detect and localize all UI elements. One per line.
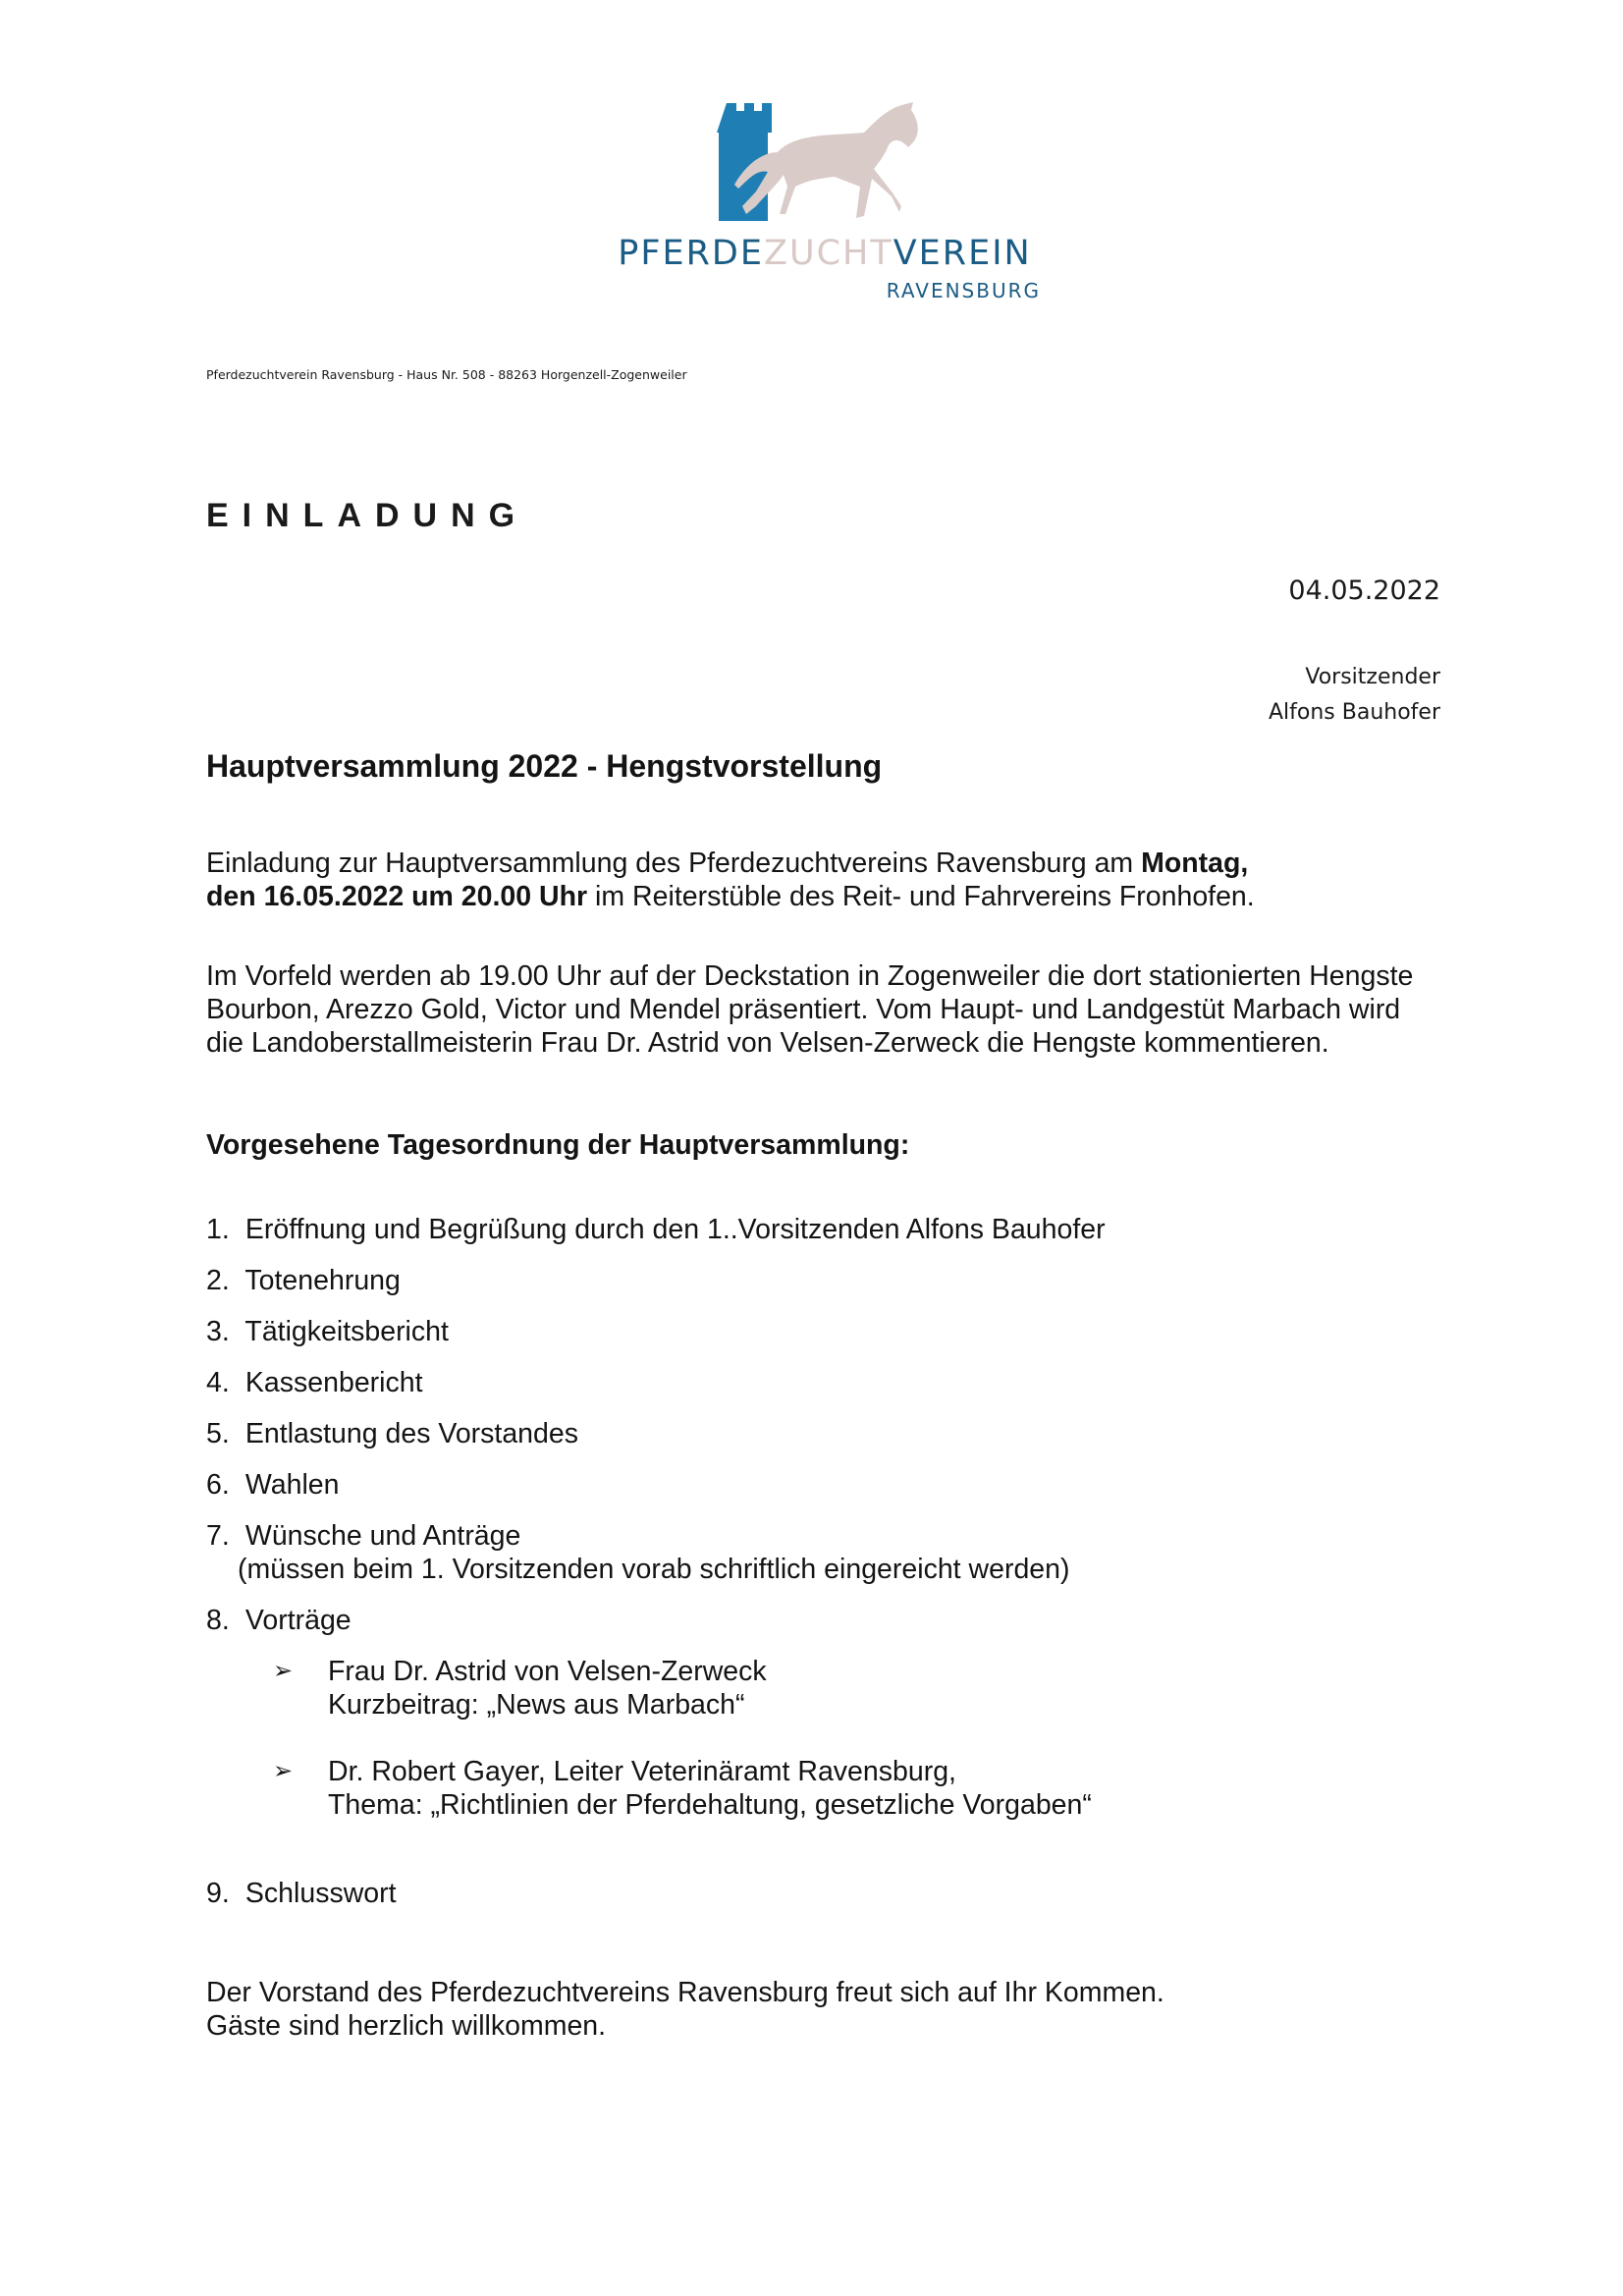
document-title: EINLADUNG [206, 497, 529, 534]
signatory-block [1269, 660, 1440, 731]
agenda-item: 4. Kassenbericht [206, 1367, 423, 1398]
signatory-role: Vorsitzender [1305, 665, 1440, 689]
talk-speaker: Dr. Robert Gayer, Leiter Veterinäramt Ravensburg, [328, 1756, 956, 1787]
closing-line: Gäste sind herzlich willkommen. [206, 2010, 607, 2042]
talks-list [206, 1655, 1483, 1822]
logo-wordmark: PFERDEZUCHTVEREIN [618, 234, 1032, 273]
club-logo [609, 98, 1041, 314]
agenda-item: 1. Eröffnung und Begrüßung durch den 1..Vorsitzenden Alfons Bauhofer [206, 1214, 1106, 1245]
arrow-bullet-icon: ➢ [273, 1658, 294, 1684]
preview-paragraph: Im Vorfeld werden ab 19.00 Uhr auf der Deckstation in Zogenweiler die dort stationierten Hengste Bourbon, Arezzo Gold, Victor und Mendel präsentiert. Vom Haupt- und Landgestüt Marbach wird die Landoberstallmeisterin Frau Dr. Astrid von Velsen-Zerweck die Hengste kommentieren. [206, 960, 1414, 1059]
agenda-list [206, 1213, 1483, 1928]
agenda-item: 2. Totenehrung [206, 1265, 401, 1296]
agenda-title: Vorgesehene Tagesordnung der Hauptversammlung: [206, 1129, 910, 1161]
sender-address-line: Pferdezuchtverein Ravensburg - Haus Nr. 508 - 88263 Horgenzell-Zogenweiler [206, 367, 687, 382]
agenda-item-note: (müssen beim 1. Vorsitzenden vorab schriftlich eingereicht werden) [238, 1554, 1070, 1585]
subject-heading: Hauptversammlung 2022 - Hengstvorstellung [206, 748, 883, 784]
meeting-date-time: den 16.05.2022 um 20.00 Uhr [206, 881, 588, 912]
agenda-item: 3. Tätigkeitsbericht [206, 1316, 449, 1347]
arrow-bullet-icon: ➢ [273, 1758, 294, 1784]
agenda-item: 6. Wahlen [206, 1469, 340, 1501]
agenda-item: 5. Entlastung des Vorstandes [206, 1418, 578, 1449]
talk-speaker: Frau Dr. Astrid von Velsen-Zerweck [328, 1656, 767, 1687]
talk-topic: Kurzbeitrag: „News aus Marbach“ [328, 1689, 745, 1721]
closing-remarks [206, 1976, 1164, 2043]
talk-item [273, 1655, 1483, 1722]
invitation-paragraph: Einladung zur Hauptversammlung des Pferdezuchtvereins Ravensburg am Montag, den 16.05.2022 um 20.00 Uhr im Reiterstüble des Reit- und Fahrvereins Fronhofen. [206, 847, 1255, 912]
letter-date: 04.05.2022 [1288, 575, 1440, 606]
logo-subtitle: RAVENSBURG [886, 279, 1041, 302]
agenda-item: 8. Vorträge [206, 1605, 352, 1636]
talk-item [273, 1755, 1483, 1822]
agenda-item: 9. Schlusswort [206, 1878, 397, 1909]
talk-topic: Thema: „Richtlinien der Pferdehaltung, gesetzliche Vorgaben“ [328, 1789, 1092, 1821]
closing-line: Der Vorstand des Pferdezuchtvereins Ravensburg freut sich auf Ihr Kommen. [206, 1977, 1164, 2008]
meeting-day: Montag, [1141, 847, 1249, 879]
signatory-name: Alfons Bauhofer [1268, 700, 1440, 725]
agenda-item: 7. Wünsche und Anträge (müssen beim 1. Vorsitzenden vorab schriftlich eingereicht werden) [206, 1519, 1483, 1586]
tower-horse-logo-icon [717, 98, 943, 228]
